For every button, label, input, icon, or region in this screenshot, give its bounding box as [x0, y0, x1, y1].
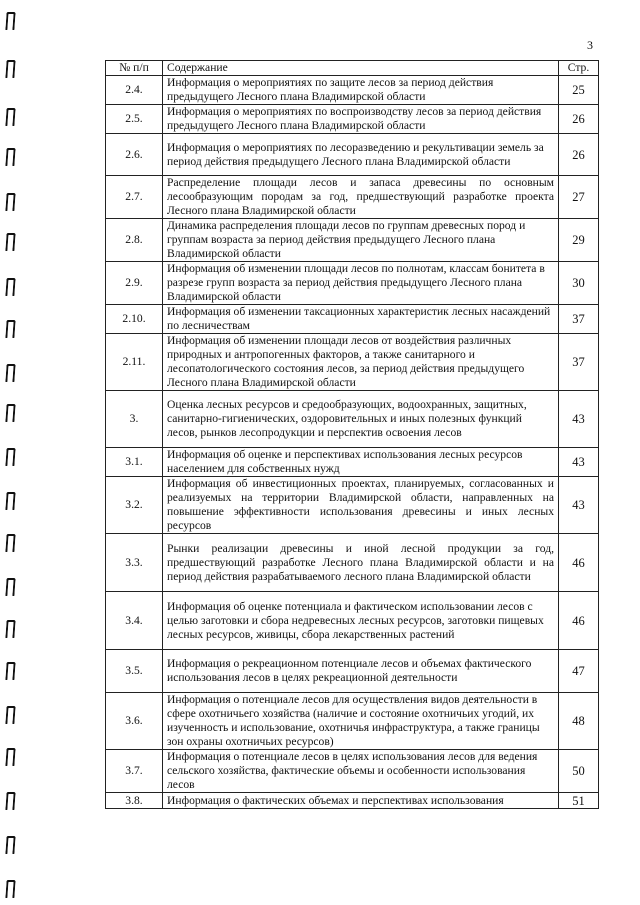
table-header-row: [106, 61, 599, 76]
row-number: 3.2.: [106, 477, 163, 534]
row-text: Информация о мероприятиях по лесоразведению и рекультивации земель за период действия предыдущего Лесного плана Владимирской области: [163, 134, 559, 176]
header-page: Стр.: [559, 61, 599, 76]
row-number: 3.6.: [106, 693, 163, 750]
table-row: [106, 176, 599, 219]
row-number: 2.9.: [106, 262, 163, 305]
table-row: [106, 750, 599, 793]
binding-ring: [5, 880, 15, 898]
contents-table: [105, 60, 599, 809]
row-page: 43: [559, 477, 599, 534]
binding-ring: [5, 534, 15, 552]
row-text: Информация о рекреационном потенциале лесов и объемах фактического использования лесов в целях рекреационной деятельности: [163, 650, 559, 693]
row-number: 3.8.: [106, 793, 163, 809]
row-number: 3.: [106, 391, 163, 448]
row-number: 2.10.: [106, 305, 163, 334]
binding-ring: [5, 278, 15, 296]
binding-ring: [5, 108, 15, 126]
table-row: [106, 305, 599, 334]
row-text: Информация о фактических объемах и перспективах использования: [163, 793, 559, 809]
page-number: 3: [587, 38, 593, 52]
table-row: [106, 650, 599, 693]
binding-ring: [5, 60, 15, 78]
row-text: Динамика распределения площади лесов по группам древесных пород и группам возраста за период действия предыдущего Лесного плана Владимирской области: [163, 219, 559, 262]
row-text: Информация об оценке потенциала и фактическом использовании лесов с целью заготовки и сбора недревесных лесных ресурсов, заготовки пищевых лесных ресурсов, живицы, сбора лекарственных растений: [163, 592, 559, 650]
table-row: [106, 134, 599, 176]
header-contents: Содержание: [163, 61, 559, 76]
table-row: [106, 693, 599, 750]
row-text: Информация об оценке и перспективах использования лесных ресурсов населением для собственных нужд: [163, 448, 559, 477]
header-number: № п/п: [106, 61, 163, 76]
binding-ring: [5, 404, 15, 422]
table-row: [106, 391, 599, 448]
row-text: Информация об изменении площади лесов по полнотам, классам бонитета в разрезе групп возраста за период действия предыдущего Лесного плана Владимирской области: [163, 262, 559, 305]
row-number: 2.4.: [106, 76, 163, 105]
row-text: Информация о потенциале лесов в целях использования лесов для ведения сельского хозяйства, фактические объемы и особенности использования лесов: [163, 750, 559, 793]
row-number: 2.8.: [106, 219, 163, 262]
table-row: [106, 477, 599, 534]
binding-ring: [5, 492, 15, 510]
table-row: [106, 105, 599, 134]
row-text: Информация о мероприятиях по защите лесов за период действия предыдущего Лесного плана Владимирской области: [163, 76, 559, 105]
table-row: [106, 592, 599, 650]
row-page: 43: [559, 448, 599, 477]
table-row: [106, 334, 599, 391]
table-row: [106, 793, 599, 809]
row-number: 3.5.: [106, 650, 163, 693]
row-number: 2.11.: [106, 334, 163, 391]
row-page: 51: [559, 793, 599, 809]
spiral-binding: [6, 0, 20, 905]
row-page: 26: [559, 134, 599, 176]
binding-ring: [5, 320, 15, 338]
table-row: [106, 262, 599, 305]
binding-ring: [5, 620, 15, 638]
row-text: Информация об изменении площади лесов от воздействия различных природных и антропогенных факторов, а также санитарного и лесопатологического состояния лесов, за период действия предыдущего Лесного плана Владимирской области: [163, 334, 559, 391]
row-text: Информация о потенциале лесов для осуществления видов деятельности в сфере охотничьего хозяйства (наличие и состояние охотничьих угодий, их изученность и использование, охотничья инфраструктура, а также границы зон охраны охотничьих ресурсов): [163, 693, 559, 750]
table-row: [106, 448, 599, 477]
row-text: Информация об инвестиционных проектах, планируемых, согласованных и реализуемых на территории Владимирской области, направленных на повышение эффективности использования древесины и иных лесных ресурсов: [163, 477, 559, 534]
row-page: 48: [559, 693, 599, 750]
row-page: 37: [559, 334, 599, 391]
row-page: 29: [559, 219, 599, 262]
table-row: [106, 219, 599, 262]
binding-ring: [5, 578, 15, 596]
binding-ring: [5, 448, 15, 466]
row-page: 25: [559, 76, 599, 105]
binding-ring: [5, 364, 15, 382]
row-page: 46: [559, 592, 599, 650]
binding-ring: [5, 792, 15, 810]
binding-ring: [5, 836, 15, 854]
row-page: 50: [559, 750, 599, 793]
row-text: Распределение площади лесов и запаса древесины по основным лесообразующим породам за год, предшествующий разработке проекта Лесного плана Владимирской области: [163, 176, 559, 219]
row-page: 27: [559, 176, 599, 219]
row-page: 26: [559, 105, 599, 134]
row-page: 43: [559, 391, 599, 448]
row-text: Информация о мероприятиях по воспроизводству лесов за период действия предыдущего Лесного плана Владимирской области: [163, 105, 559, 134]
binding-ring: [5, 706, 15, 724]
row-page: 46: [559, 534, 599, 592]
row-number: 2.6.: [106, 134, 163, 176]
binding-ring: [5, 148, 15, 166]
row-page: 30: [559, 262, 599, 305]
row-text: Рынки реализации древесины и иной лесной продукции за год, предшествующий разработке Лесного плана Владимирской области и на период действия разрабатываемого лесного плана Владимирской области: [163, 534, 559, 592]
row-text: Информация об изменении таксационных характеристик лесных насаждений по лесничествам: [163, 305, 559, 334]
row-number: 3.4.: [106, 592, 163, 650]
row-number: 2.7.: [106, 176, 163, 219]
row-page: 37: [559, 305, 599, 334]
binding-ring: [5, 193, 15, 211]
row-number: 3.7.: [106, 750, 163, 793]
row-page: 47: [559, 650, 599, 693]
row-text: Оценка лесных ресурсов и средообразующих, водоохранных, защитных, санитарно-гигиенических, оздоровительных и иных полезных функций лесов, рынков лесопродукции и перспектив освоения лесов: [163, 391, 559, 448]
binding-ring: [5, 748, 15, 766]
binding-ring: [5, 662, 15, 680]
binding-ring: [5, 12, 15, 30]
row-number: 3.3.: [106, 534, 163, 592]
binding-ring: [5, 233, 15, 251]
row-number: 2.5.: [106, 105, 163, 134]
table-row: [106, 534, 599, 592]
row-number: 3.1.: [106, 448, 163, 477]
table-row: [106, 76, 599, 105]
table-body: [106, 76, 599, 809]
